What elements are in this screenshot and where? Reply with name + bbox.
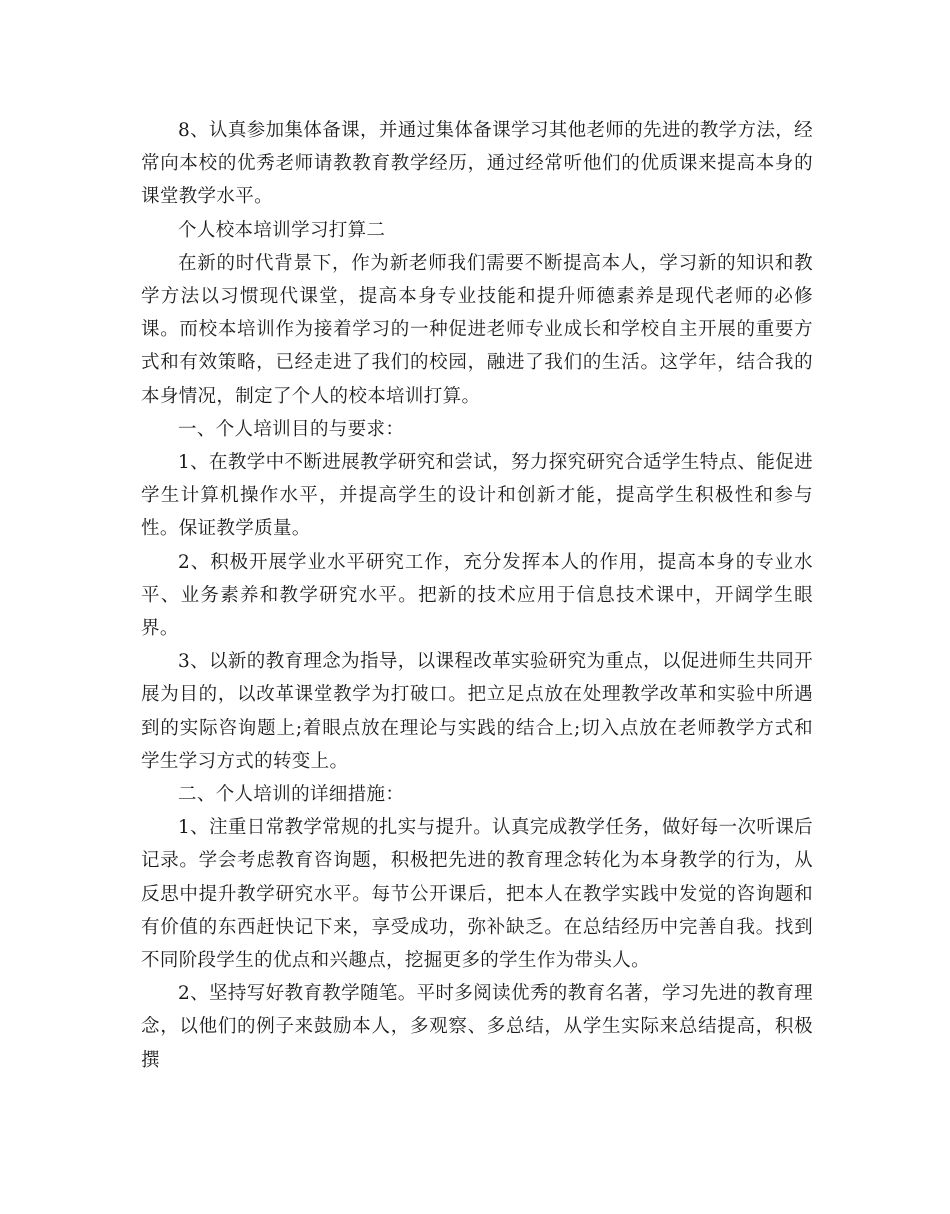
paragraph-8-collective-lesson-prep: 8、认真参加集体备课，并通过集体备课学习其他老师的先进的教学方法，经常向本校的优秀老师请教教育教学经历，通过经常听他们的优质课来提高本身的课堂教学水平。 — [141, 120, 813, 208]
paragraph-intro: 在新的时代背景下，作为新老师我们需要不断提高本人，学习新的知识和教学方法以习惯现代课堂，提高本身专业技能和提升师德素养是现代老师的必修课。而校本培训作为接着学习的一种促进老师专业成长和学校自主开展的重要方式和有效策略，已经走进了我们的校园，融进了我们的生活。这学年，结合我的本身情况，制定了个人的校本培训打算。 — [141, 252, 813, 407]
section-heading-measures: 二、个人培训的详细措施： — [178, 784, 405, 806]
paragraph-goal-1: 1、在教学中不断进展教学研究和尝试，努力探究研究合适学生特点、能促进学生计算机操作水平，并提高学生的设计和创新才能，提高学生积极性和参与性。保证教学质量。 — [141, 452, 813, 540]
paragraph-measure-2: 2、坚持写好教育教学随笔。平时多阅读优秀的教育名著，学习先进的教育理念，以他们的例子来鼓励本人，多观察、多总结，从学生实际来总结提高，积极撰 — [141, 983, 813, 1071]
section-heading-plan-two: 个人校本培训学习打算二 — [178, 219, 386, 241]
section-heading-goals: 一、个人培训目的与要求： — [178, 418, 405, 440]
paragraph-measure-1: 1、注重日常教学常规的扎实与提升。认真完成教学任务，做好每一次听课后记录。学会考虑教育咨询题，积极把先进的教育理念转化为本身教学的行为，从反思中提升教学研究水平。每节公开课后，把本人在教学实践中发觉的咨询题和有价值的东西赶快记下来，享受成功，弥补缺乏。在总结经历中完善自我。找到不同阶段学生的优点和兴趣点，挖掘更多的学生作为带头人。 — [141, 817, 813, 972]
document-body — [141, 114, 813, 1077]
paragraph-goal-3: 3、以新的教育理念为指导，以课程改革实验研究为重点，以促进师生共同开展为目的，以改革课堂教学为打破口。把立足点放在处理教学改革和实验中所遇到的实际咨询题上;着眼点放在理论与实践的结合上;切入点放在老师教学方式和学生学习方式的转变上。 — [141, 651, 813, 772]
paragraph-goal-2: 2、积极开展学业水平研究工作，充分发挥本人的作用，提高本身的专业水平、业务素养和教学研究水平。把新的技术应用于信息技术课中，开阔学生眼界。 — [141, 551, 813, 640]
